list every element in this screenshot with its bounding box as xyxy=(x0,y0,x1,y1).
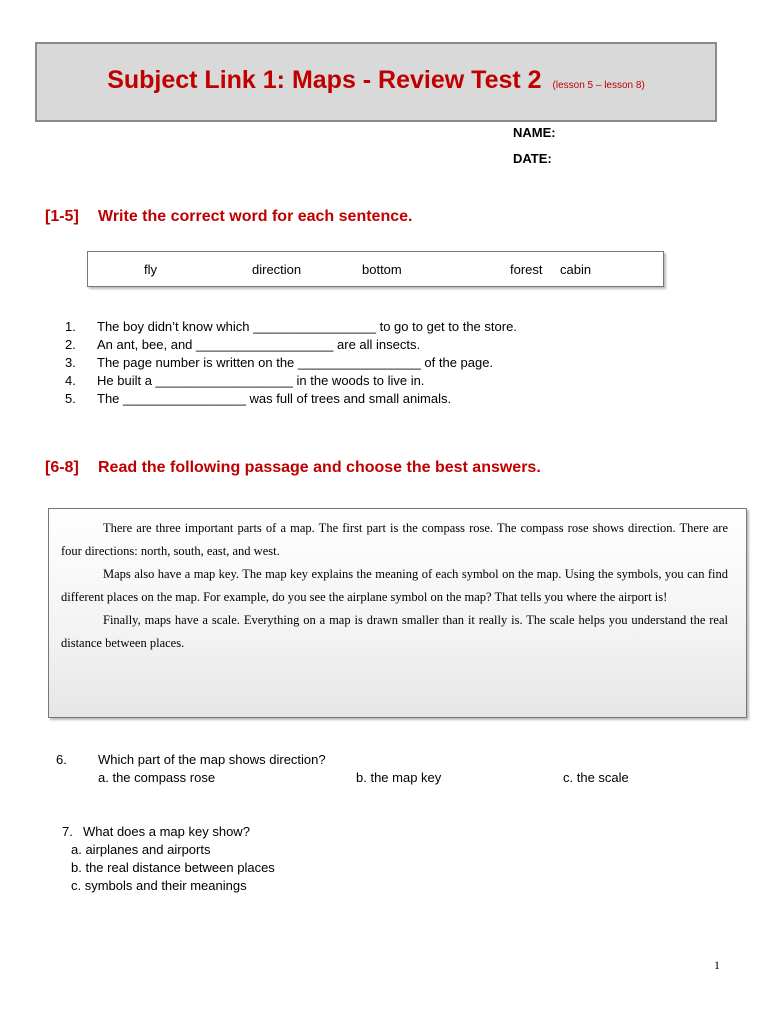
title-subtitle: (lesson 5 – lesson 8) xyxy=(552,80,645,91)
page-number: 1 xyxy=(714,958,720,972)
section1-heading xyxy=(45,208,412,226)
passage-paragraph: There are three important parts of a map. The first part is the compass rose. The compass rose shows direction. There are four directions: north, south, east, and west. xyxy=(61,521,728,558)
passage-paragraph: Maps also have a map key. The map key explains the meaning of each symbol on the map. Using the symbols, you can find different places on the map. For example, do you see the airplane symbol on the map? That tells you where the airport is! xyxy=(61,567,728,604)
question-text: The boy didn’t know which _________________ to go to get to the store. xyxy=(97,319,517,334)
question-7 xyxy=(62,823,250,841)
question-item xyxy=(65,336,517,354)
title-box xyxy=(35,42,717,122)
word-bank-item: direction xyxy=(252,262,302,277)
page-title xyxy=(37,66,715,95)
answer-option: b. the map key xyxy=(356,770,442,785)
name-label: NAME: xyxy=(513,125,556,140)
answer-option: a. airplanes and airports xyxy=(71,842,211,857)
answer-option: c. the scale xyxy=(563,770,629,785)
word-bank-item: cabin xyxy=(560,262,592,277)
question-number: 3. xyxy=(65,355,76,370)
question-text: The page number is written on the _________________ of the page. xyxy=(97,355,494,370)
word-bank-item: fly xyxy=(144,262,157,277)
question-list-1-5 xyxy=(65,318,517,408)
answer-option: b. the real distance between places xyxy=(71,860,275,875)
section1-title: Write the correct word for each sentence. xyxy=(98,208,413,225)
section2-heading xyxy=(45,459,541,477)
word-bank xyxy=(87,251,664,287)
question-item xyxy=(65,372,517,390)
title-text: Subject Link 1: Maps - Review Test 2 xyxy=(107,66,542,94)
question-number: 1. xyxy=(65,319,76,334)
question-item xyxy=(65,318,517,336)
question-text: What does a map key show? xyxy=(83,824,250,839)
question-text: He built a ___________________ in the woods to live in. xyxy=(97,373,425,388)
section1-number: [1-5] xyxy=(45,208,79,225)
word-bank-item: bottom xyxy=(362,262,402,277)
date-label: DATE: xyxy=(513,151,552,166)
question-text: An ant, bee, and ___________________ are all insects. xyxy=(97,337,421,352)
question-item xyxy=(65,390,517,408)
question-number: 7. xyxy=(62,824,73,839)
answer-option: a. the compass rose xyxy=(98,770,216,785)
question-item xyxy=(65,354,517,372)
question-number: 4. xyxy=(65,373,76,388)
question-text: Which part of the map shows direction? xyxy=(98,752,326,767)
word-bank-item: forest xyxy=(510,262,543,277)
reading-passage xyxy=(48,508,747,718)
answer-option: c. symbols and their meanings xyxy=(71,878,247,893)
question-number: 6. xyxy=(56,752,67,767)
question-number: 2. xyxy=(65,337,76,352)
section2-title: Read the following passage and choose the best answers. xyxy=(98,459,541,476)
question-number: 5. xyxy=(65,391,76,406)
question-6 xyxy=(56,751,326,769)
passage-paragraph: Finally, maps have a scale. Everything on a map is drawn smaller than it really is. The scale helps you understand the real distance between places. xyxy=(61,613,728,650)
question-text: The _________________ was full of trees and small animals. xyxy=(97,391,452,406)
section2-number: [6-8] xyxy=(45,459,79,476)
